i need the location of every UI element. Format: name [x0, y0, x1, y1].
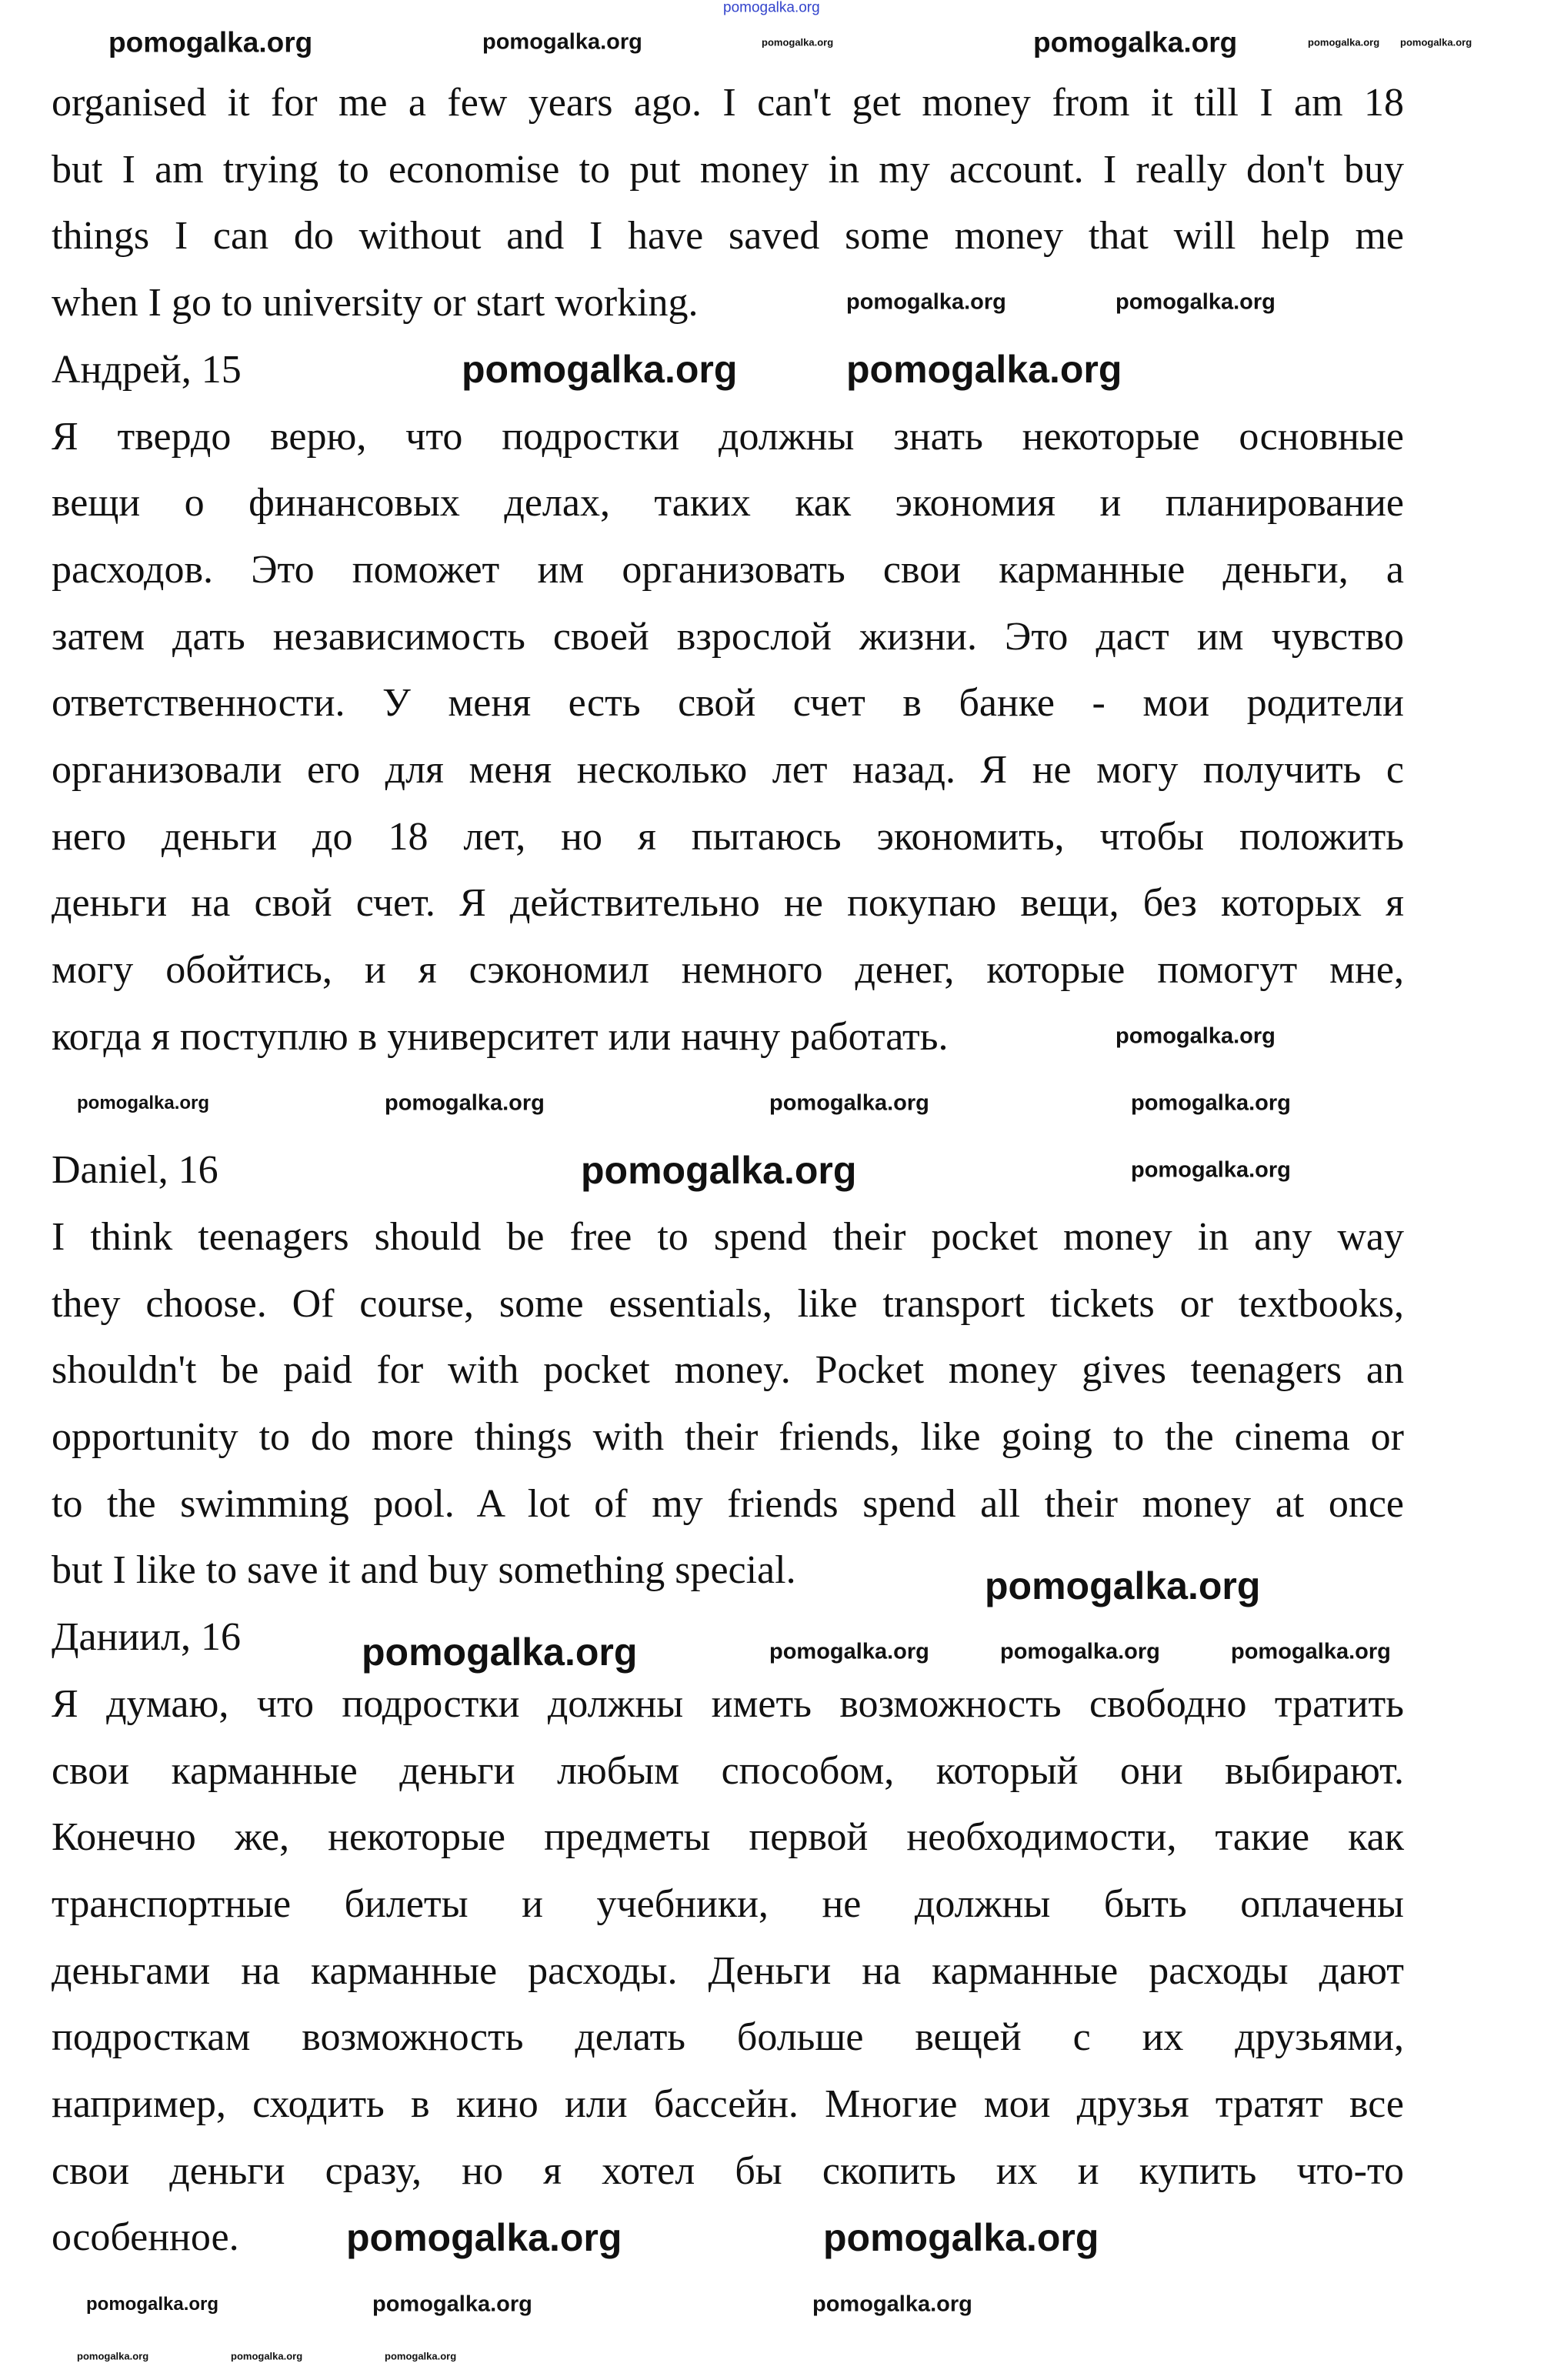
text-line: I think teenagers should be free to spend their pocket money in any way	[52, 1214, 1404, 1259]
watermark-text: pomogalka.org	[86, 2294, 219, 2315]
text-line: него деньги до 18 лет, но я пытаюсь экономить, чтобы положить	[52, 814, 1404, 859]
text-line: opportunity to do more things with their friends, like going to the cinema or	[52, 1415, 1404, 1459]
watermark-text: pomogalka.org	[1231, 1639, 1391, 1664]
watermark-text: pomogalka.org	[231, 2350, 303, 2362]
text-line: things I can do without and I have saved some money that will help me	[52, 214, 1404, 259]
text-line: свои деньги сразу, но я хотел бы скопить их и купить что-то	[52, 2148, 1404, 2193]
text-line: когда я поступлю в университет или начну работать.	[52, 1014, 949, 1059]
watermark-text: pomogalka.org	[1308, 36, 1380, 48]
text-line: могу обойтись, и я сэкономил немного денег, которые помогут мне,	[52, 948, 1404, 993]
text-line: but I am trying to economise to put money in my account. I really don't buy	[52, 147, 1404, 192]
watermark-text: pomogalka.org	[77, 2350, 149, 2362]
watermark-text: pomogalka.org	[108, 26, 313, 58]
watermark-text: pomogalka.org	[462, 348, 738, 391]
watermark-text: pomogalka.org	[1400, 36, 1472, 48]
watermark-text: pomogalka.org	[723, 0, 820, 16]
watermark-text: pomogalka.org	[823, 2216, 1099, 2259]
watermark-text: pomogalka.org	[372, 2292, 532, 2317]
watermark-text: pomogalka.org	[846, 348, 1122, 391]
watermark-text: pomogalka.org	[1131, 1090, 1291, 1116]
watermark-text: pomogalka.org	[1115, 289, 1276, 315]
author-heading: Daniel, 16	[52, 1148, 218, 1193]
text-line: например, сходить в кино или бассейн. Многие мои друзья тратят все	[52, 2082, 1404, 2126]
watermark-text: pomogalka.org	[482, 29, 642, 55]
text-line: подросткам возможность делать больше вещей с их друзьями,	[52, 2015, 1404, 2060]
text-line: деньги на свой счет. Я действительно не покупаю вещи, без которых я	[52, 881, 1404, 926]
text-line: shouldn't be paid for with pocket money. Pocket money gives teenagers an	[52, 1348, 1404, 1393]
watermark-text: pomogalka.org	[762, 36, 834, 48]
text-line: затем дать независимость своей взрослой жизни. Это даст им чувство	[52, 614, 1404, 659]
text-line: особенное.	[52, 2215, 239, 2260]
author-heading: Андрей, 15	[52, 347, 242, 392]
watermark-text: pomogalka.org	[1033, 26, 1238, 58]
watermark-text: pomogalka.org	[769, 1090, 929, 1116]
watermark-text: pomogalka.org	[846, 289, 1006, 315]
watermark-text: pomogalka.org	[385, 2350, 457, 2362]
watermark-text: pomogalka.org	[385, 1090, 545, 1116]
watermark-text: pomogalka.org	[1131, 1157, 1291, 1183]
text-line: to the swimming pool. A lot of my friends spend all their money at once	[52, 1481, 1404, 1526]
text-line: деньгами на карманные расходы. Деньги на карманные расходы дают	[52, 1948, 1404, 1993]
watermark-text: pomogalka.org	[346, 2216, 622, 2259]
text-line: организовали его для меня несколько лет назад. Я не могу получить с	[52, 748, 1404, 792]
text-line: Конечно же, некоторые предметы первой необходимости, такие как	[52, 1815, 1404, 1860]
text-line: ответственности. У меня есть свой счет в банке - мои родители	[52, 681, 1404, 726]
text-line: вещи о финансовых делах, таких как экономия и планирование	[52, 481, 1404, 526]
text-line: транспортные билеты и учебники, не должны быть оплачены	[52, 1881, 1404, 1926]
text-line: Я думаю, что подростки должны иметь возможность свободно тратить	[52, 1681, 1404, 1726]
text-line: but I like to save it and buy something special.	[52, 1548, 796, 1593]
watermark-text: pomogalka.org	[769, 1639, 929, 1664]
text-line: свои карманные деньги любым способом, который они выбирают.	[52, 1748, 1404, 1793]
watermark-text: pomogalka.org	[1115, 1023, 1276, 1049]
watermark-text: pomogalka.org	[581, 1149, 857, 1192]
text-line: they choose. Of course, some essentials, like transport tickets or textbooks,	[52, 1281, 1404, 1326]
text-line: Я твердо верю, что подростки должны знать некоторые основные	[52, 414, 1404, 459]
watermark-text: pomogalka.org	[812, 2292, 972, 2317]
watermark-text: pomogalka.org	[362, 1631, 638, 1674]
watermark-text: pomogalka.org	[985, 1564, 1261, 1607]
text-line: organised it for me a few years ago. I can't get money from it till I am 18	[52, 81, 1404, 125]
watermark-text: pomogalka.org	[1000, 1639, 1160, 1664]
text-line: расходов. Это поможет им организовать свои карманные деньги, а	[52, 547, 1404, 592]
text-line: when I go to university or start working.	[52, 281, 699, 325]
watermark-text: pomogalka.org	[77, 1093, 210, 1113]
author-heading: Даниил, 16	[52, 1615, 241, 1660]
